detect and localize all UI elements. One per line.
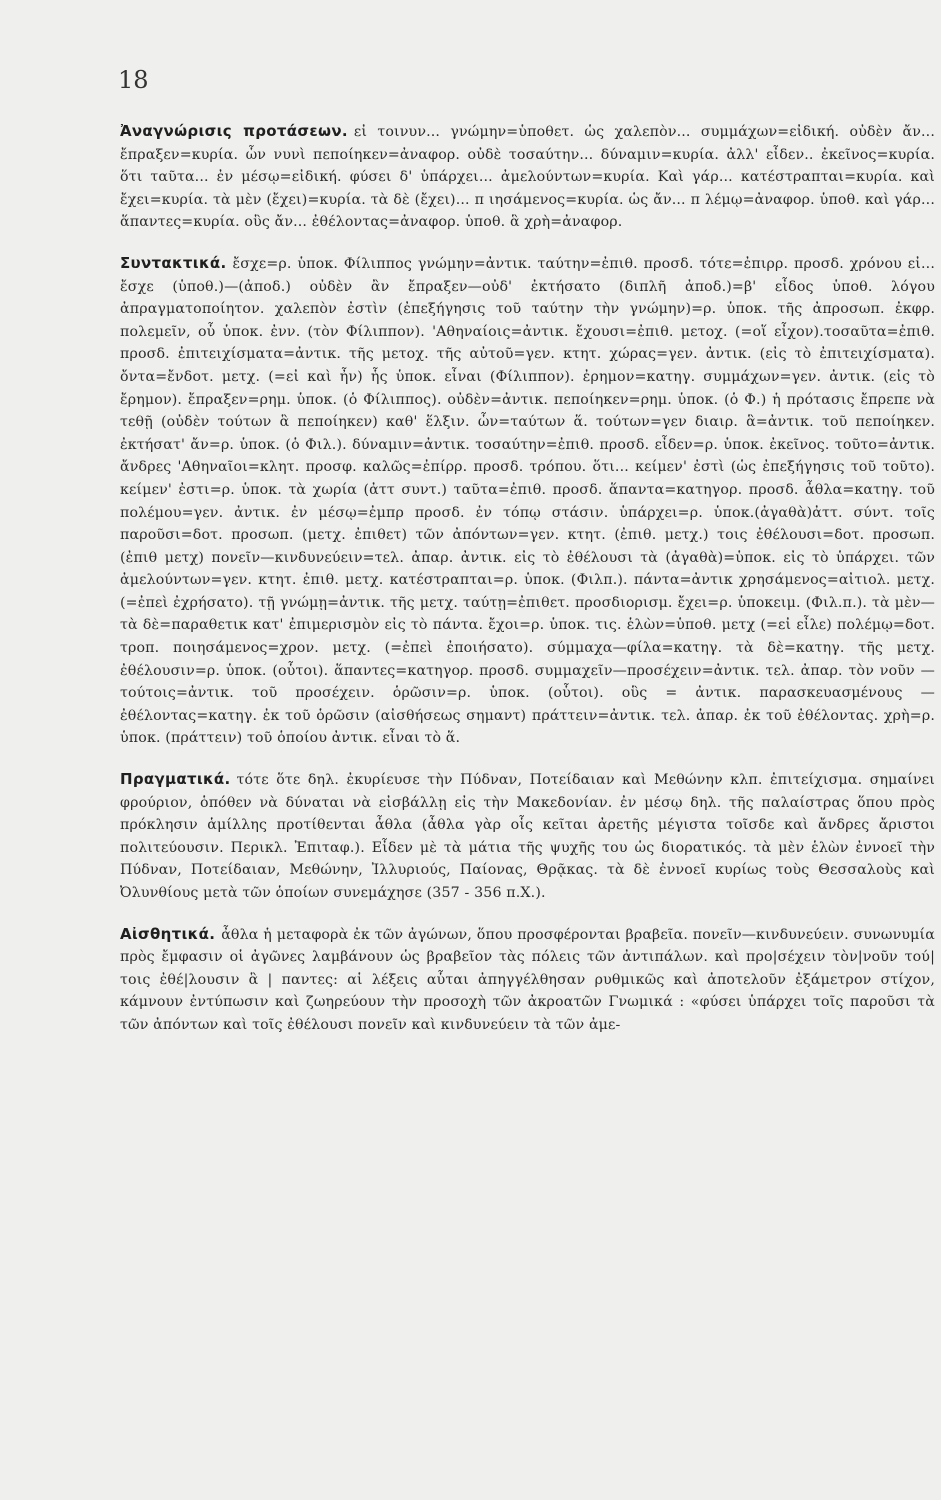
page-number: 18 (118, 66, 149, 94)
section-recognition-of-clauses (120, 120, 935, 234)
section-aesthetic (120, 923, 935, 1037)
section-factual (120, 768, 935, 905)
section-heading: Πραγματικά. (120, 770, 231, 789)
section-syntactic (120, 252, 935, 750)
document-body (120, 120, 935, 1055)
section-text: τότε ὅτε δηλ. ἐκυρίευσε τὴν Πύδναν, Ποτείδαιαν καὶ Μεθώνην κλπ. ἐπιτείχισμα. σημαίνει φρούριον, ὁπόθεν νὰ δύναται νὰ εἰσβάλλῃ εἰς τὴν Μακεδονίαν. ἐν μέσῳ δηλ. τῆς παλαίστρας ὅπου πρὸς πρόκλησιν ἁμίλλης προτίθενται ἆθλα (ἆθλα γὰρ οἷς κεῖται ἀρετῆς μέγιστα τοῖσδε καὶ ἄνδρες ἄριστοι πολιτεύουσιν. Περικλ. Ἐπιταφ.). Εἶδεν μὲ τὰ μάτια τῆς ψυχῆς του ὡς διορατικός. τὰ μὲν ἑλὼν ἐννοεῖ τὴν Πύδναν, Ποτείδαιαν, Μεθώνην, Ἰλλυριούς, Παίονας, Θρᾷκας. τὰ δὲ ἐννοεῖ κυρίως τοὺς Θεσσαλοὺς καὶ Ὀλυνθίους μετὰ τῶν ὁποίων συνεμάχησε (357 - 356 π.Χ.). (120, 772, 935, 901)
section-heading: Αἰσθητικά. (120, 924, 216, 943)
section-text: εἰ τοινυν... γνώμην=ὑποθετ. ὡς χαλεπὸν... συμμάχων=εἰδική. οὐδὲν ἄν... ἔπραξεν=κυρία. ὧν νυνὶ πεποίηκεν=ἀναφορ. οὐδὲ τοσαύτην... δύναμιν=κυρία. ἀλλ' εἶδεν.. ἐκεῖνος=κυρία. ὅτι ταῦτα... ἐν μέσῳ=εἰδική. φύσει δ' ὑπάρχει... ἀμελούντων=κυρία. Καὶ γάρ... κατέστραπται=κυρία. καὶ ἔχει=κυρία. τὰ μὲν (ἔχει)=κυρία. τὰ δὲ (ἔχει)... π ιησάμενος=κυρία. ὡς ἄν... π λέμῳ=ἀναφορ. ὑποθ. καὶ γάρ... ἅπαντες=κυρία. οὓς ἄν... ἐθέλοντας=ἀναφορ. ὑποθ. ἃ χρὴ=ἀναφορ. (120, 124, 935, 231)
section-heading: Ἀναγνώρισις προτάσεων. (120, 122, 348, 140)
section-heading: Συντακτικά. (120, 253, 227, 272)
section-text: ἆθλα ἡ μεταφορὰ ἐκ τῶν ἀγώνων, ὅπου προσφέρονται βραβεῖα. πονεῖν—κινδυνεύειν. συνωνυμία πρὸς ἔμφασιν οἱ ἀγῶνες λαμβάνουν ὡς βραβεῖον τὰς πόλεις τῶν ἀντιπάλων. καὶ προ|σέχειν τὸν|νοῦν τού|τοις ἐθέ|λουσιν ἃ | παντες: αἱ λέξεις αὗται ἀπηγγέλθησαν ρυθμικῶς καὶ ἀποτελοῦν ἐξάμετρον στίχον, κάμνουν ἐντύπωσιν καὶ ζωηρεύουν τὴν προσοχὴ τῶν ἀκροατῶν Γνωμικά : «φύσει ὑπάρχει τοῖς παροῦσι τὰ τῶν ἀπόντων καὶ τοῖς ἐθέλουσι πονεῖν καὶ κινδυνεύειν τὰ τῶν ἀμε- (120, 926, 935, 1033)
section-text: ἔσχε=ρ. ὑποκ. Φίλιππος γνώμην=ἀντικ. ταύτην=ἐπιθ. προσδ. τότε=ἐπιρρ. προσδ. χρόνου εἰ... ἔσχε (ὑποθ.)—(ἀποδ.) οὐδὲν ἂν ἔπραξεν—οὐδ' ἐκτήσατο (διπλῆ ἀποδ.)=β' εἶδος ὑποθ. λόγου ἀπραγματοποίητον. χαλεπὸν ἐστὶν (ἐπεξήγησις τοῦ ταύτην τὴν γνώμην)=ρ. ὑποκ. τῆς ἀπροσωπ. ἐκφρ. πολεμεῖν, οὗ ὑποκ. ἐνν. (τὸν Φίλιππον). 'Αθηναίοις=ἀντικ. ἔχουσι=ἐπιθ. μετοχ. (=οἵ εἶχον).τοσαῦτα=ἐπιθ. προσδ. ἐπιτειχίσματα=ἀντικ. τῆς μετοχ. τῆς αὐτοῦ=γεν. κτητ. χώρας=γεν. ἀντικ. (εἰς τὸ ἐπιτειχίσματα). ὄντα=ἔνδοτ. μετχ. (=εἰ καὶ ἦν) ἧς ὑποκ. εἶναι (Φίλιππον). ἐρημον=κατηγ. συμμάχων=γεν. ἀντικ. (εἰς τὸ ἔρημον). ἔπραξεν=ρημ. ὑποκ. (ὁ Φίλιππος). οὐδὲν=ἀντικ. πεποίηκεν=ρημ. ὑποκ. (ὁ Φ.) ἡ πρότασις ἔπρεπε νὰ τεθῇ (οὐδὲν τούτων ἃ πεποίηκεν) καθ' ἕλξιν. ὧν=ταύτων ἅ. τούτων=γεν διαιρ. ἃ=ἀντικ. τοῦ πεποίηκεν. ἐκτήσατ' ἄν=ρ. ὑποκ. (ὁ Φιλ.). δύναμιν=ἀντικ. τοσαύτην=ἐπιθ. προσδ. εἶδεν=ρ. ὑποκ. ἐκεῖνος. τοῦτο=ἀντικ. ἄνδρες 'Αθηναῖοι=κλητ. προσφ. καλῶς=ἐπίρρ. προσδ. τρόπου. ὅτι... κείμεν' ἐστὶ (ὡς ἐπεξήγησις τοῦ τοῦτο). κείμεν' ἐστι=ρ. ὑποκ. τὰ χωρία (ἀττ συντ.) ταῦτα=ἐπιθ. προσδ. ἅπαντα=κατηγορ. προσδ. ἆθλα=κατηγ. τοῦ πολέμου=γεν. ἀντικ. ἐν μέσῳ=ἐμπρ προσδ. ἐν τόπῳ στάσιν. ὑπάρχει=ρ. ὑποκ.(ἀγαθὰ)ἀττ. σύντ. τοῖς παροῦσι=δοτ. προσωπ. (μετχ. ἐπιθετ) τῶν ἀπόντων=γεν. κτητ. (ἐπιθ. μετχ.) τοις ἐθέλουσι=δοτ. προσωπ. (ἐπιθ μετχ) πονεῖν—κινδυνεύειν=τελ. ἀπαρ. ἀντικ. εἰς τὸ ἐθέλουσι τὰ (ἀγαθὰ)=ὑποκ. εἰς τὸ ὑπάρχει. τῶν ἀμελούντων=γεν. κτητ. ἐπιθ. μετχ. κατέστραπται=ρ. ὑποκ. (Φιλπ.). πάντα=ἀντικ χρησάμενος=αἰτιολ. μετχ. (=ἐπεὶ ἐχρήσατο). τῇ γνώμῃ=ἀντικ. τῆς μετχ. ταύτῃ=ἐπιθετ. προσδιορισμ. ἔχει=ρ. ὑποκειμ. (Φιλ.π.). τὰ μὲν—τὰ δὲ=παραθετικ κατ' ἐπιμερισμὸν εἰς τὸ πάντα. ἔχοι=ρ. ὑποκ. τις. ἑλὼν=ὑποθ. μετχ (=εἰ εἶλε) πολέμῳ=δοτ. τροπ. ποιησάμενος=χρον. μετχ. (=ἐπεὶ ἐποιήσατο). σύμμαχα—φίλα=κατηγ. τὰ δὲ=κατηγ. τῆς μετχ. ἐθέλουσιν=ρ. ὑποκ. (οὗτοι). ἅπαντες=κατηγορ. προσδ. συμμαχεῖν—προσέχειν=ἀντικ. τελ. ἀπαρ. τὸν νοῦν — τούτοις=ἀντικ. τοῦ προσέχειν. ὁρῶσιν=ρ. ὑποκ. (οὗτοι). οὓς = ἀντικ. παρασκευασμένους — ἐθέλοντας=κατηγ. ἐκ τοῦ ὁρῶσιν (αἰσθήσεως σημαντ) πράττειν=ἀντικ. τελ. ἀπαρ. ἐκ τοῦ ἐθέλοντας. χρὴ=ρ. ὑποκ. (πράττειν) τοῦ ὁποίου ἀντικ. εἶναι τὸ ἅ. (120, 255, 935, 747)
